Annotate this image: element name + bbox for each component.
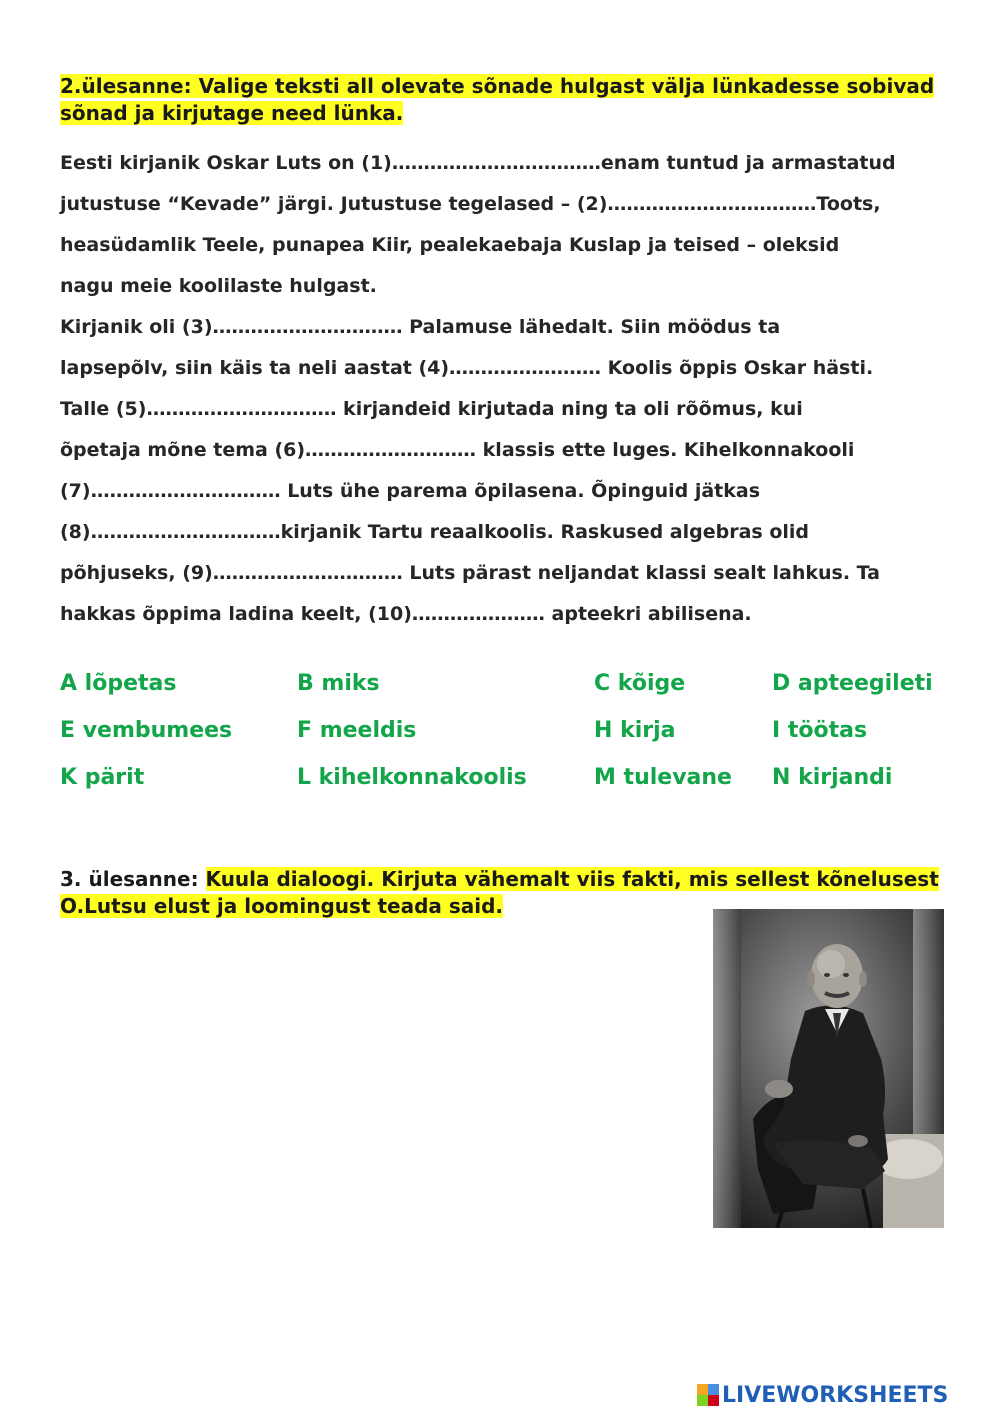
passage-line: põhjuseks, (9)………………………… Luts pärast neljandat klassi sealt lahkus. Ta: [60, 562, 880, 584]
word-option-k: K pärit: [60, 765, 145, 790]
word-option-d: D apteegileti: [772, 671, 933, 696]
word-bank-row: [60, 660, 960, 707]
word-option-c: C kõige: [594, 671, 686, 696]
passage-line: Eesti kirjanik Oskar Luts on (1)……………………………enam tuntud ja armastatud: [60, 152, 896, 174]
logo-grid-icon: [697, 1384, 719, 1406]
passage-line: õpetaja mõne tema (6)……………………… klassis ette luges. Kihelkonnakooli: [60, 439, 855, 461]
word-option-l: L kihelkonnakoolis: [297, 765, 527, 790]
word-option-b: B miks: [297, 671, 380, 696]
word-option-m: M tulevane: [594, 765, 732, 790]
word-bank-row: [60, 754, 960, 801]
word-option-f: F meeldis: [297, 718, 417, 743]
passage-line: Kirjanik oli (3)………………………… Palamuse lähedalt. Siin möödus ta: [60, 316, 781, 338]
word-option-h: H kirja: [594, 718, 676, 743]
passage-line: (8)…………………………kirjanik Tartu reaalkoolis. Raskused algebras olid: [60, 521, 810, 543]
task2-heading: [60, 73, 940, 127]
word-option-i: I töötas: [772, 718, 868, 743]
reading-passage: [60, 143, 950, 635]
passage-line: lapsepõlv, siin käis ta neli aastat (4)…………………… Koolis õppis Oskar hästi.: [60, 357, 874, 379]
passage-line: nagu meie koolilaste hulgast.: [60, 275, 377, 297]
task3-title-line1: Kuula dialoogi. Kirjuta vähemalt viis fakti, mis sellest kõnelusest: [205, 867, 939, 891]
task3-label: 3. ülesanne:: [60, 867, 199, 891]
word-option-n: N kirjandi: [772, 765, 893, 790]
word-option-e: E vembumees: [60, 718, 233, 743]
task2-title-line2: sõnad ja kirjutage need lünka.: [60, 101, 404, 125]
portrait-photo: [713, 909, 944, 1228]
passage-line: jutustuse “Kevade” järgi. Jutustuse tegelased – (2)……………………………Toots,: [60, 193, 881, 215]
logo-text: LIVEWORKSHEETS: [722, 1382, 949, 1408]
portrait-illustration: [713, 909, 944, 1228]
liveworksheets-logo: [697, 1380, 948, 1410]
passage-line: hakkas õppima ladina keelt, (10)………………… apteekri abilisena.: [60, 603, 752, 625]
word-option-a: A lõpetas: [60, 671, 177, 696]
task3-title-line2: O.Lutsu elust ja loomingust teada said.: [60, 894, 504, 918]
word-bank-row: [60, 707, 960, 754]
passage-line: Talle (5)………………………… kirjandeid kirjutada ning ta oli rõõmus, kui: [60, 398, 803, 420]
passage-line: heasüdamlik Teele, punapea Kiir, pealekaebaja Kuslap ja teised – oleksid: [60, 234, 840, 256]
passage-line: (7)………………………… Luts ühe parema õpilasena. Õpinguid jätkas: [60, 480, 761, 502]
task2-title-line1: 2.ülesanne: Valige teksti all olevate sõnade hulgast välja lünkadesse sobivad: [60, 74, 935, 98]
word-bank: [60, 660, 960, 801]
